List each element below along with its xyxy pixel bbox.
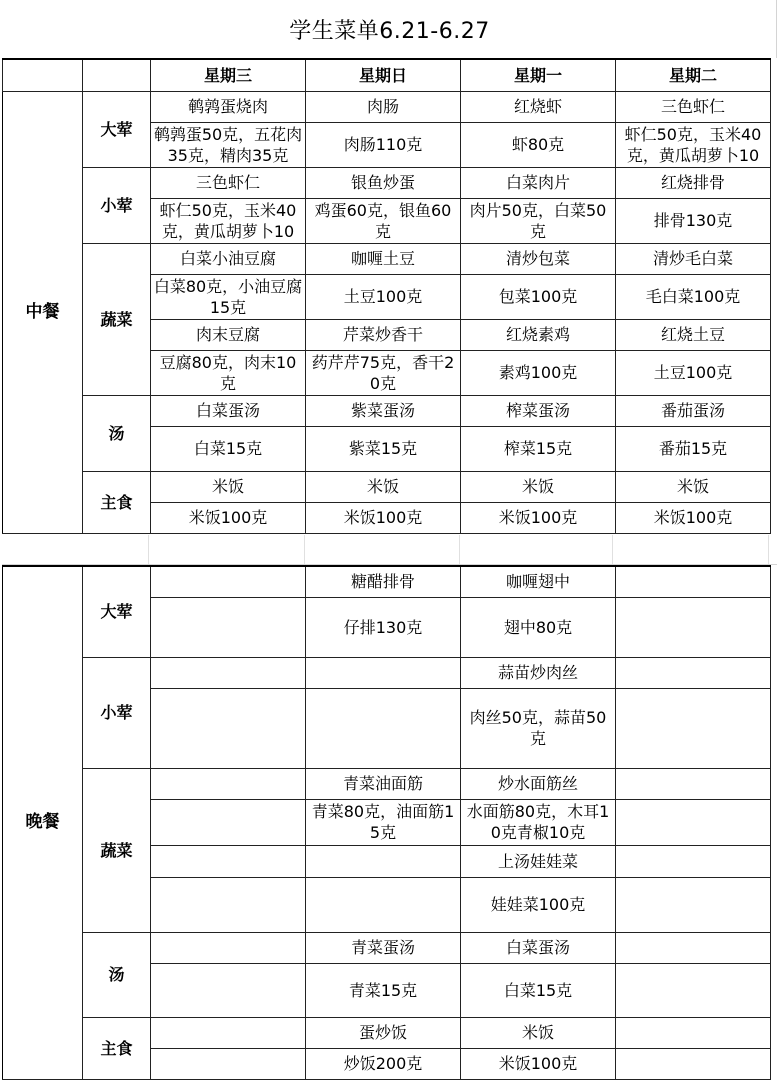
menu-row xyxy=(3,566,771,597)
dish-name-cell: 糖醋排骨 xyxy=(306,566,461,597)
menu-row xyxy=(3,91,771,122)
category-label: 主食 xyxy=(83,471,151,533)
dish-name-cell: 白菜蛋汤 xyxy=(151,395,306,426)
dish-name-cell: 清炒毛白菜 xyxy=(616,243,771,274)
dish-name-cell: 青菜蛋汤 xyxy=(306,932,461,963)
dish-name-cell: 米饭 xyxy=(616,471,771,502)
category-label: 大荤 xyxy=(83,566,151,657)
menu-row xyxy=(3,243,771,274)
lunch-table xyxy=(2,58,771,534)
dish-ingredients-cell: 土豆100克 xyxy=(306,274,461,319)
category-label: 汤 xyxy=(83,932,151,1017)
dish-name-cell xyxy=(151,932,306,963)
category-label: 蔬菜 xyxy=(83,243,151,395)
dish-name-cell xyxy=(151,566,306,597)
dish-ingredients-cell: 翅中80克 xyxy=(461,597,616,657)
dish-ingredients-cell xyxy=(616,799,771,845)
dish-ingredients-cell: 白菜80克，小油豆腐15克 xyxy=(151,274,306,319)
dish-ingredients-cell: 娃娃菜100克 xyxy=(461,877,616,932)
page-title: 学生菜单6.21-6.27 xyxy=(289,18,490,44)
dish-ingredients-cell: 炒饭200克 xyxy=(306,1048,461,1079)
dish-ingredients-cell: 米饭100克 xyxy=(461,1048,616,1079)
weekday-header: 星期二 xyxy=(616,59,771,91)
dish-ingredients-cell: 米饭100克 xyxy=(306,502,461,533)
dish-ingredients-cell: 肉片50克，白菜50克 xyxy=(461,198,616,243)
dish-ingredients-cell xyxy=(151,597,306,657)
header-blank-cell xyxy=(83,59,151,91)
dish-name-cell xyxy=(151,657,306,688)
dish-ingredients-cell: 排骨130克 xyxy=(616,198,771,243)
dish-name-cell: 芹菜炒香干 xyxy=(306,319,461,350)
dinner-meal-label: 晚餐 xyxy=(3,566,83,1079)
dish-ingredients-cell xyxy=(151,877,306,932)
dish-name-cell xyxy=(306,657,461,688)
dish-name-cell xyxy=(151,768,306,799)
dish-name-cell: 肉肠 xyxy=(306,91,461,122)
dish-ingredients-cell: 紫菜15克 xyxy=(306,426,461,471)
dish-name-cell: 白菜小油豆腐 xyxy=(151,243,306,274)
dish-ingredients-cell xyxy=(616,1048,771,1079)
dish-name-cell xyxy=(616,845,771,877)
dish-ingredients-cell: 豆腐80克，肉末10克 xyxy=(151,350,306,395)
dish-ingredients-cell: 药芹芹75克，香干20克 xyxy=(306,350,461,395)
dish-ingredients-cell xyxy=(151,963,306,1017)
dish-name-cell xyxy=(616,932,771,963)
dish-name-cell: 上汤娃娃菜 xyxy=(461,845,616,877)
dish-ingredients-cell xyxy=(151,1048,306,1079)
dish-name-cell: 肉末豆腐 xyxy=(151,319,306,350)
category-label: 小荤 xyxy=(83,657,151,768)
dish-name-cell: 咖喱翅中 xyxy=(461,566,616,597)
category-label: 主食 xyxy=(83,1017,151,1079)
dish-ingredients-cell: 虾80克 xyxy=(461,122,616,167)
dish-name-cell: 蒜苗炒肉丝 xyxy=(461,657,616,688)
dish-name-cell: 紫菜蛋汤 xyxy=(306,395,461,426)
dish-name-cell xyxy=(616,566,771,597)
dish-ingredients-cell: 白菜15克 xyxy=(151,426,306,471)
dish-ingredients-cell xyxy=(306,688,461,768)
dish-name-cell: 米饭 xyxy=(306,471,461,502)
dish-name-cell xyxy=(616,1017,771,1048)
dish-ingredients-cell xyxy=(616,688,771,768)
dish-name-cell: 米饭 xyxy=(461,471,616,502)
dish-ingredients-cell: 包菜100克 xyxy=(461,274,616,319)
category-label: 蔬菜 xyxy=(83,768,151,932)
dish-name-cell: 蛋炒饭 xyxy=(306,1017,461,1048)
header-blank-cell xyxy=(3,59,83,91)
lunch-meal-label: 中餐 xyxy=(3,91,83,533)
dish-ingredients-cell: 虾仁50克，玉米40克，黄瓜胡萝卜10 xyxy=(616,122,771,167)
dish-ingredients-cell: 毛白菜100克 xyxy=(616,274,771,319)
dish-ingredients-cell: 米饭100克 xyxy=(461,502,616,533)
dish-ingredients-cell xyxy=(306,877,461,932)
dish-name-cell: 番茄蛋汤 xyxy=(616,395,771,426)
dish-ingredients-cell: 番茄15克 xyxy=(616,426,771,471)
dish-ingredients-cell: 水面筋80克，木耳10克青椒10克 xyxy=(461,799,616,845)
weekday-header: 星期一 xyxy=(461,59,616,91)
dish-ingredients-cell: 虾仁50克，玉米40克，黄瓜胡萝卜10 xyxy=(151,198,306,243)
dish-name-cell: 白菜蛋汤 xyxy=(461,932,616,963)
menu-row xyxy=(3,657,771,688)
dish-ingredients-cell xyxy=(616,963,771,1017)
menu-row xyxy=(3,932,771,963)
category-label: 汤 xyxy=(83,395,151,471)
dish-name-cell: 鹌鹑蛋烧肉 xyxy=(151,91,306,122)
dinner-table xyxy=(2,565,771,1080)
dish-ingredients-cell: 榨菜15克 xyxy=(461,426,616,471)
dish-name-cell xyxy=(616,768,771,799)
dish-name-cell: 炒水面筋丝 xyxy=(461,768,616,799)
menu-row xyxy=(3,768,771,799)
dish-name-cell xyxy=(151,845,306,877)
dish-ingredients-cell: 素鸡100克 xyxy=(461,350,616,395)
dish-ingredients-cell: 青菜80克，油面筋15克 xyxy=(306,799,461,845)
spreadsheet-gap-row xyxy=(2,535,777,565)
dish-name-cell: 红烧土豆 xyxy=(616,319,771,350)
dish-ingredients-cell xyxy=(616,877,771,932)
dish-name-cell xyxy=(616,657,771,688)
dish-name-cell: 红烧排骨 xyxy=(616,167,771,198)
dish-ingredients-cell: 鸡蛋60克，银鱼60克 xyxy=(306,198,461,243)
weekday-header-row xyxy=(3,59,771,91)
dish-name-cell: 三色虾仁 xyxy=(151,167,306,198)
dish-name-cell: 三色虾仁 xyxy=(616,91,771,122)
dish-ingredients-cell: 肉丝50克，蒜苗50克 xyxy=(461,688,616,768)
dish-name-cell: 咖喱土豆 xyxy=(306,243,461,274)
menu-row xyxy=(3,167,771,198)
weekday-header: 星期日 xyxy=(306,59,461,91)
dish-name-cell: 米饭 xyxy=(151,471,306,502)
dish-ingredients-cell: 青菜15克 xyxy=(306,963,461,1017)
dish-ingredients-cell: 米饭100克 xyxy=(151,502,306,533)
category-label: 小荤 xyxy=(83,167,151,243)
dish-name-cell: 榨菜蛋汤 xyxy=(461,395,616,426)
dish-ingredients-cell xyxy=(616,597,771,657)
menu-row xyxy=(3,395,771,426)
dish-name-cell: 白菜肉片 xyxy=(461,167,616,198)
weekday-header: 星期三 xyxy=(151,59,306,91)
dish-ingredients-cell: 肉肠110克 xyxy=(306,122,461,167)
dish-name-cell: 红烧素鸡 xyxy=(461,319,616,350)
dish-ingredients-cell: 鹌鹑蛋50克，五花肉35克，精肉35克 xyxy=(151,122,306,167)
dish-name-cell: 米饭 xyxy=(461,1017,616,1048)
category-label: 大荤 xyxy=(83,91,151,167)
dish-name-cell: 清炒包菜 xyxy=(461,243,616,274)
dish-ingredients-cell: 土豆100克 xyxy=(616,350,771,395)
dish-name-cell xyxy=(151,1017,306,1048)
dish-ingredients-cell xyxy=(151,799,306,845)
dish-ingredients-cell: 米饭100克 xyxy=(616,502,771,533)
dish-ingredients-cell: 白菜15克 xyxy=(461,963,616,1017)
menu-row xyxy=(3,1017,771,1048)
dish-ingredients-cell: 仔排130克 xyxy=(306,597,461,657)
dish-name-cell xyxy=(306,845,461,877)
dish-name-cell: 青菜油面筋 xyxy=(306,768,461,799)
dish-name-cell: 红烧虾 xyxy=(461,91,616,122)
dish-ingredients-cell xyxy=(151,688,306,768)
menu-row xyxy=(3,471,771,502)
dish-name-cell: 银鱼炒蛋 xyxy=(306,167,461,198)
